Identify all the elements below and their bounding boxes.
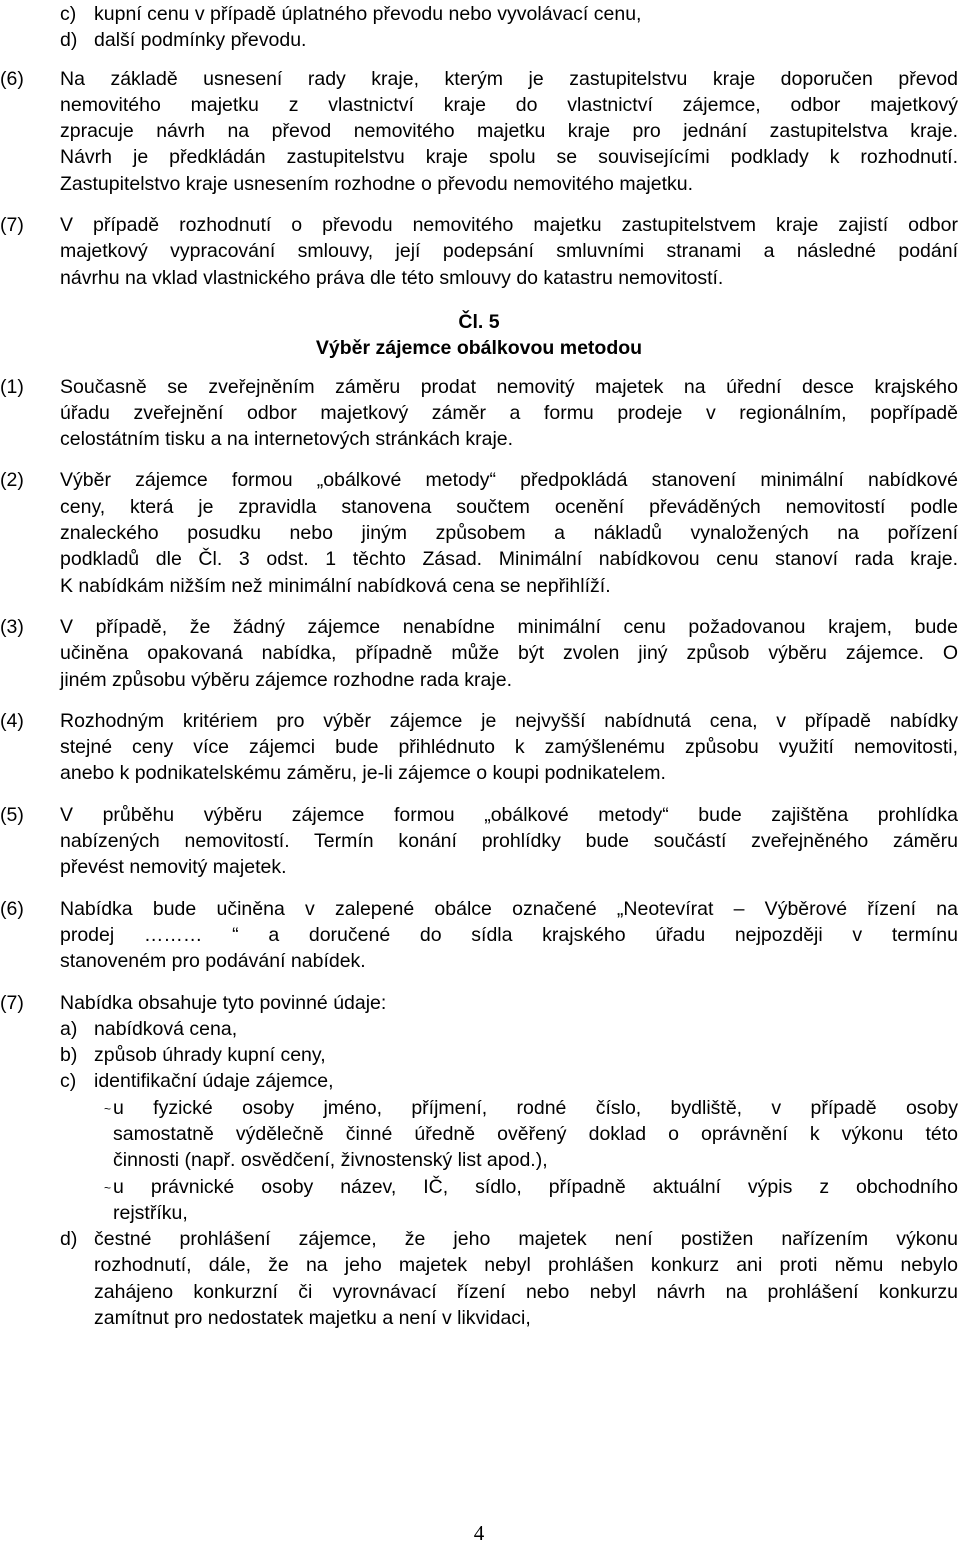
paragraph-text bbox=[60, 374, 958, 453]
paragraph bbox=[0, 708, 958, 787]
list-item-label: b) bbox=[60, 1044, 78, 1067]
paragraph bbox=[0, 467, 958, 598]
text-line: podkladů dle Čl. 3 odst. 1 těchto Zásad. Minimální nabídkovou cenu stanoví rada kraje. bbox=[60, 548, 958, 571]
text-line: čestné prohlášení zájemce, že jeho majetek není postižen nařízením výkonu bbox=[94, 1228, 958, 1251]
sub-list-item-text bbox=[113, 1095, 958, 1174]
paragraph-text bbox=[60, 212, 958, 291]
text-line: majetkový vypracování smlouvy, její podepsání smluvními stranami a následné podání bbox=[60, 240, 958, 263]
paragraph-number: (1) bbox=[0, 375, 24, 398]
text-line: Nabídka bude učiněna v zalepené obálce označené „Neotevírat – Výběrové řízení na bbox=[60, 897, 958, 920]
paragraph-text bbox=[60, 708, 958, 787]
paragraph bbox=[0, 614, 958, 693]
text-line: znaleckého posudku nebo jiným způsobem a nákladů vynaložených na pořízení bbox=[60, 522, 958, 545]
list-item-label: d) bbox=[60, 29, 78, 52]
page-number: 4 bbox=[473, 1521, 485, 1545]
text-line: Na základě usnesení rady kraje, kterým je zastupitelstvu kraje doporučen převod bbox=[60, 67, 958, 90]
text-line: ceny, která je zpravidla stanovena součtem ocenění převáděných nemovitostí podle bbox=[60, 495, 958, 518]
paragraph bbox=[0, 990, 958, 1332]
tilde-bullet-icon: ~ bbox=[104, 1101, 112, 1116]
text-line: návrhu na vklad vlastnického práva dle této smlouvy do katastru nemovitostí. bbox=[60, 266, 724, 289]
paragraph bbox=[0, 212, 958, 291]
text-line: u fyzické osoby jméno, příjmení, rodné číslo, bydliště, v případě osoby bbox=[113, 1096, 958, 1119]
list-item bbox=[60, 1016, 958, 1042]
text-line: nabízených nemovitostí. Termín konání prohlídky bude součástí zveřejněného záměru bbox=[60, 830, 958, 853]
text-line: zamítnut pro nedostatek majetku a není v likvidaci, bbox=[94, 1307, 531, 1330]
sub-list-item bbox=[94, 1174, 958, 1227]
paragraph bbox=[0, 374, 958, 453]
list-item-text: další podmínky převodu. bbox=[94, 29, 307, 52]
list-item bbox=[60, 27, 958, 53]
text-line: V případě rozhodnutí o převodu nemovitého majetku zastupitelstvem kraje zajistí odbor bbox=[60, 214, 958, 237]
paragraph-text bbox=[60, 467, 958, 598]
article-title: Výběr zájemce obálkovou metodou bbox=[315, 337, 643, 360]
text-line: učiněna opakovaná nabídka, případně může být zvolen jiný způsob výběru zájemce. O bbox=[60, 642, 958, 665]
paragraph-text bbox=[60, 990, 958, 1332]
list-item-text bbox=[94, 1226, 958, 1331]
text-line: prodej ……… “ a doručené do sídla krajského úřadu nejpozději v termínu bbox=[60, 923, 958, 946]
text-line: Zastupitelstvo kraje usnesením rozhodne o převodu nemovitého majetku. bbox=[60, 172, 694, 195]
text-line: anebo k podnikatelskému záměru, je-li zájemce o koupi podnikatelem. bbox=[60, 762, 666, 785]
text-line: Výběr zájemce formou „obálkové metody“ předpokládá stanovení minimální nabídkové bbox=[60, 469, 958, 492]
list-item-label: c) bbox=[60, 3, 77, 25]
text-line: celostátním tisku a na internetových stránkách kraje. bbox=[60, 428, 514, 451]
page-content bbox=[0, 1, 958, 1331]
top-list bbox=[0, 1, 958, 54]
paragraph-text bbox=[60, 614, 958, 693]
paragraph-number: (6) bbox=[0, 897, 24, 920]
text-line: Návrh je předkládán zastupitelstvu kraje spolu se souvisejícími podklady k rozhodnutí. bbox=[60, 146, 958, 169]
list-item-text: nabídková cena, bbox=[94, 1017, 238, 1040]
paragraph-number: (2) bbox=[0, 469, 24, 492]
paragraph-text bbox=[60, 896, 958, 975]
list-item-label: c) bbox=[60, 1070, 77, 1093]
list-item-text: identifikační údaje zájemce, bbox=[94, 1070, 334, 1093]
list-item bbox=[60, 1226, 958, 1331]
text-line: jiném způsobu výběru zájemce rozhodne rada kraje. bbox=[60, 668, 512, 691]
text-line: úřadu zveřejnění odbor majetkový záměr a formu prodeje v regionálním, popřípadě bbox=[60, 401, 958, 424]
text-line: Rozhodným kritériem pro výběr zájemce je nejvyšší nabídnutá cena, v případě nabídky bbox=[60, 709, 958, 732]
text-line: K nabídkám nižším než minimální nabídková cena se nepřihlíží. bbox=[60, 574, 611, 597]
text-line: rozhodnutí, dále, že na jeho majetek nebyl prohlášen konkurz ani proti němu nebylo bbox=[94, 1254, 958, 1277]
list-item bbox=[60, 1042, 958, 1068]
paragraph-number: (5) bbox=[0, 803, 24, 826]
article-number: Čl. 5 bbox=[458, 310, 500, 333]
text-line: převést nemovitý majetek. bbox=[60, 856, 287, 879]
list-item-text: kupní cenu v případě úplatného převodu nebo vyvolávací cenu, bbox=[94, 3, 642, 25]
text-line: stejné ceny více zájemci bude přihlédnuto k zamýšlenému způsobu využití nemovitosti, bbox=[60, 736, 958, 759]
list-item-text: způsob úhrady kupní ceny, bbox=[94, 1044, 326, 1067]
text-line: stanoveném pro podávání nabídek. bbox=[60, 950, 366, 973]
paragraph bbox=[0, 896, 958, 975]
article-heading bbox=[0, 309, 958, 362]
paragraph bbox=[0, 802, 958, 881]
text-line: samostatně výdělečně činné úředně ověřený doklad o oprávnění k výkonu této bbox=[113, 1122, 958, 1145]
article-paragraphs bbox=[0, 374, 958, 975]
paragraph-text bbox=[60, 66, 958, 197]
paragraph-number: (7) bbox=[0, 991, 24, 1014]
text-line: zahájeno konkurzní či vyrovnávací řízení nebo nebyl návrh na prohlášení konkurzu bbox=[94, 1280, 958, 1303]
text-line: u právnické osoby název, IČ, sídlo, případně aktuální výpis z obchodního bbox=[113, 1175, 958, 1198]
list-item-label: a) bbox=[60, 1017, 78, 1040]
text-line: činnosti (např. osvědčení, živnostenský list apod.), bbox=[113, 1149, 548, 1172]
text-line: V případě, že žádný zájemce nenabídne minimální cenu požadovanou krajem, bude bbox=[60, 615, 958, 638]
paragraph-number: (3) bbox=[0, 615, 24, 638]
sub-list-item-text bbox=[113, 1174, 958, 1227]
text-line: zpracuje návrh na převod nemovitého majetku kraje pro jednání zastupitelstva kraje. bbox=[60, 120, 958, 143]
text-line: Nabídka obsahuje tyto povinné údaje: bbox=[60, 991, 387, 1014]
tilde-bullet-icon: ~ bbox=[104, 1180, 112, 1195]
paragraph-number: (4) bbox=[0, 709, 24, 732]
text-line: V průběhu výběru zájemce formou „obálkové metody“ bude zajištěna prohlídka bbox=[60, 803, 958, 826]
text-line: Současně se zveřejněním záměru prodat nemovitý majetek na úřední desce krajského bbox=[60, 375, 958, 398]
paragraph-number: (6) bbox=[0, 67, 24, 90]
text-line: rejstříku, bbox=[113, 1201, 188, 1224]
list-item-label: d) bbox=[60, 1228, 78, 1251]
text-line: nemovitého majetku z vlastnictví kraje do vlastnictví zájemce, odbor majetkový bbox=[60, 93, 958, 116]
paragraph-number: (7) bbox=[0, 214, 24, 237]
paragraph bbox=[0, 66, 958, 197]
sub-list-item bbox=[94, 1095, 958, 1174]
list-item bbox=[60, 1, 958, 27]
list-item bbox=[60, 1068, 958, 1094]
paragraph-text bbox=[60, 802, 958, 881]
